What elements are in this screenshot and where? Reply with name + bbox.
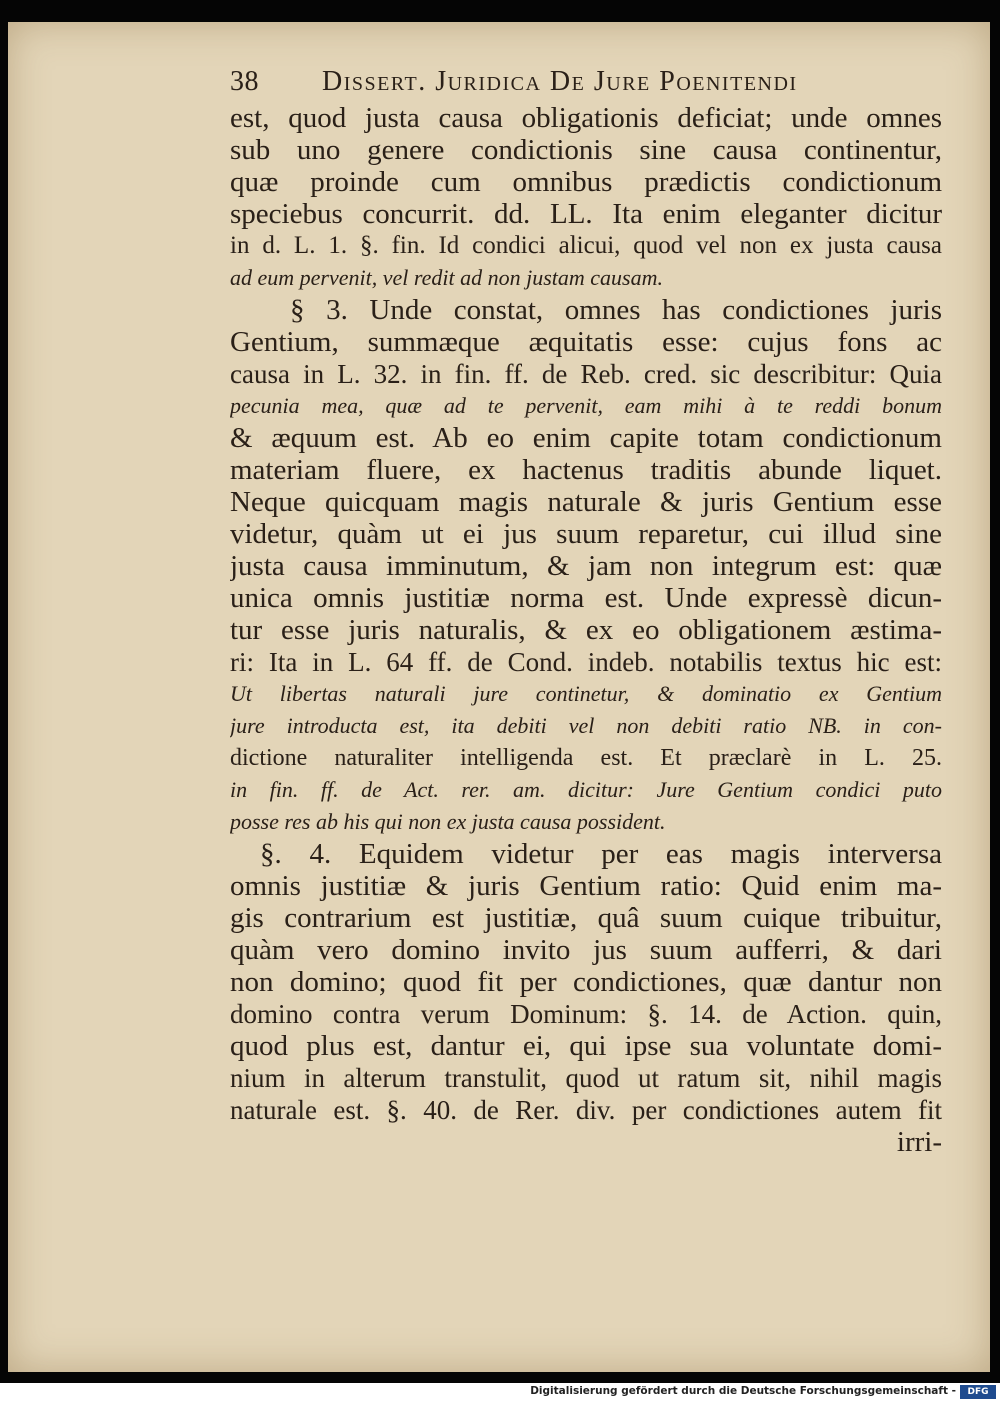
text-line: gis contrarium est justitiæ, quâ suum cuique tribuitur,	[230, 902, 942, 934]
text-line: in d. L. 1. §. fin. Id condici alicui, quod vel non ex justa causa	[230, 232, 942, 259]
section-4-start: §. 4. Equidem videtur per eas magis interversa	[260, 838, 942, 870]
text-line: quæ proinde cum omnibus prædictis condictionum	[230, 166, 942, 198]
text-line: jure introducta est, ita debiti vel non debiti ratio NB. in con-	[230, 713, 942, 738]
text-line: in fin. ff. de Act. rer. am. dicitur: Jure Gentium condici puto	[230, 777, 942, 802]
page-header	[230, 66, 950, 100]
text-line: Gentium, summæque æquitatis esse: cujus fons ac	[230, 326, 942, 358]
text-line: non domino; quod fit per condictiones, quæ dantur non	[230, 966, 942, 998]
page-number: 38	[230, 66, 259, 97]
running-head: Dissert. Juridica De Jure Poenitendi	[322, 66, 798, 97]
text-line: est, quod justa causa obligationis deficiat; unde omnes	[230, 102, 942, 134]
digitization-footer	[0, 1383, 1000, 1402]
section-3-start: § 3. Unde constat, omnes has condictiones juris	[290, 294, 942, 326]
text-line: naturale est. §. 40. de Rer. div. per condictiones autem fit	[230, 1095, 942, 1125]
catchword: irri-	[896, 1126, 942, 1158]
funding-credit: Digitalisierung gefördert durch die Deutsche Forschungsgemeinschaft -	[530, 1385, 956, 1397]
text-line: pecunia mea, quæ ad te pervenit, eam mihi à te reddi bonum	[230, 393, 942, 418]
text-line: unica omnis justitiæ norma est. Unde expressè dicun-	[230, 582, 942, 614]
text-line: videtur, quàm ut ei jus suum reparetur, cui illud sine	[230, 518, 942, 550]
text-line: dictione naturaliter intelligenda est. Et præclarè in L. 25.	[230, 745, 942, 771]
text-line: materiam fluere, ex hactenus traditis abunde liquet.	[230, 454, 942, 486]
text-line: nium in alterum transtulit, quod ut ratum sit, nihil magis	[230, 1063, 942, 1093]
text-line: speciebus concurrit. dd. LL. Ita enim eleganter dicitur	[230, 198, 942, 230]
dfg-logo: DFG	[960, 1385, 996, 1399]
text-line: domino contra verum Dominum: §. 14. de Action. quin,	[230, 999, 942, 1029]
text-line: posse res ab his qui non ex justa causa possident.	[230, 809, 666, 834]
text-line: quàm vero domino invito jus suum aufferri, & dari	[230, 934, 942, 966]
text-line: tur esse juris naturalis, & ex eo obligationem æstima-	[230, 614, 942, 646]
text-line: omnis justitiæ & juris Gentium ratio: Quid enim ma-	[230, 870, 942, 902]
body-text	[230, 102, 942, 1158]
text-line: Ut libertas naturali jure continetur, & dominatio ex Gentium	[230, 681, 942, 706]
text-line: Neque quicquam magis naturale & juris Gentium esse	[230, 486, 942, 518]
text-line: sub uno genere condictionis sine causa continentur,	[230, 134, 942, 166]
text-line: quod plus est, dantur ei, qui ipse sua voluntate domi-	[230, 1030, 942, 1062]
text-line: causa in L. 32. in fin. ff. de Reb. cred. sic describitur: Quia	[230, 359, 942, 389]
text-line: justa causa imminutum, & jam non integrum est: quæ	[230, 550, 942, 582]
text-line: & æquum est. Ab eo enim capite totam condictionum	[230, 422, 942, 454]
text-line: ri: Ita in L. 64 ff. de Cond. indeb. notabilis textus hic est:	[230, 647, 942, 677]
text-line: ad eum pervenit, vel redit ad non justam causam.	[230, 265, 663, 290]
